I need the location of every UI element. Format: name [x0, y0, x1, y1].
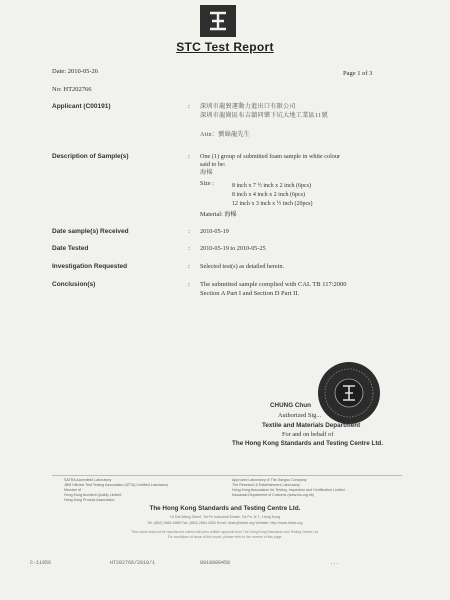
accreditation-right: Approved Laboratory of The Jiangsu Company The Research & Establishment Laboratory Hong Kong Association for Testing, Inspection and Certification Limited Kawasaki Department of Customs (www.ms.org.hk)	[232, 478, 345, 497]
date-received-label: Date sample(s) Received	[52, 228, 129, 235]
applicant-label: Applicant (C00191)	[52, 103, 111, 110]
applicant-colon: :	[188, 103, 190, 110]
investigation-value: Selected test(s) as detailed herein.	[200, 263, 285, 270]
applicant-address: 深圳市龍崗區布吉鎮同樂下坑大地工業區11號	[200, 112, 328, 119]
description-line3: 海棉	[200, 169, 213, 176]
applicant-name: 深圳市龍貿運動力進出口有限公司	[200, 103, 296, 110]
investigation-colon: :	[188, 263, 190, 270]
date-received-value: 2010-05-19	[200, 228, 229, 235]
on-behalf-of: For and on behalf of	[282, 431, 334, 438]
description-colon: :	[188, 153, 190, 160]
accreditation-left: SATRA Accredited Laboratory JBM Hillview Test Testing Association (ATTA) Certified Laboratory Member of Hong Kong Accident Quality Limited Hong Kong Product Association	[64, 478, 168, 502]
description-line2: said to be:	[200, 161, 226, 168]
bottom-code-mid1: HT202766/2010/1	[110, 560, 156, 566]
investigation-label: Investigation Requested	[52, 263, 128, 270]
report-title: STC Test Report	[176, 40, 274, 54]
footer-note: For conditions of issue of this report, please refer to the reverse of this page.	[167, 535, 283, 539]
date-tested-label: Date Tested	[52, 245, 89, 252]
signatory-name: CHUNG Chun	[270, 402, 311, 409]
signatory-department: Textile and Materials Department	[262, 422, 361, 429]
signatory-organization: The Hong Kong Standards and Testing Centre Ltd.	[232, 440, 384, 447]
date-tested-value: 2010-05-19 to 2010-05-25	[200, 245, 266, 252]
conclusion-label: Conclusion(s)	[52, 281, 96, 288]
report-date: Date: 2010-05-26	[52, 68, 99, 75]
size-row: 12 inch x 3 inch x ½ inch (20pcs)	[232, 201, 313, 207]
footer-contact: Tel: (852) 2666 1888 Fax: (852) 2664 4353 Email: hkstc@hkstc.org Website: http://www.hkstc.org	[147, 521, 303, 525]
divider	[52, 475, 402, 476]
applicant-attn: Attn：劉綠龍先生	[200, 131, 251, 138]
description-label: Description of Sample(s)	[52, 153, 129, 160]
footer-address: 10 Dai Wang Street, Tai Po Industrial Estate, Tai Po, N.T., Hong Kong	[169, 515, 281, 519]
bottom-code-left: C-11956	[30, 560, 52, 566]
conclusion-colon: :	[188, 281, 190, 288]
description-line1: One (1) group of submitted foam sample in white colour	[200, 153, 341, 160]
material: Material: 海棉	[200, 211, 237, 218]
bottom-code-mid2: 0018808450	[200, 560, 231, 566]
page-number: Page 1 of 3	[343, 70, 373, 77]
official-seal-icon	[318, 362, 380, 424]
footer-note: This report shall not be reproduced unless with prior written approval from The Hong Kong Standards and Testing Centre Ltd.	[131, 530, 319, 534]
stc-logo-icon	[200, 5, 236, 37]
size-label: Size :	[200, 180, 214, 187]
report-number: No: HT202766	[52, 86, 92, 93]
date-received-colon: :	[188, 228, 190, 235]
footer-organization: The Hong Kong Standards and Testing Centre Ltd.	[149, 505, 301, 512]
conclusion-line2: Section A Part I and Section D Part II.	[200, 290, 300, 297]
size-row: 8 inch x 7 ½ inch x 2 inch (6pcs)	[232, 183, 311, 189]
date-tested-colon: :	[188, 245, 190, 252]
bottom-code-right: ...	[330, 560, 340, 566]
signatory-title: Authorized Sig...	[278, 412, 322, 419]
size-row: 8 inch x 4 inch x 2 inch (6pcs)	[232, 192, 305, 198]
conclusion-line1: The submitted sample complied with CAL TB 117:2000	[200, 281, 347, 288]
